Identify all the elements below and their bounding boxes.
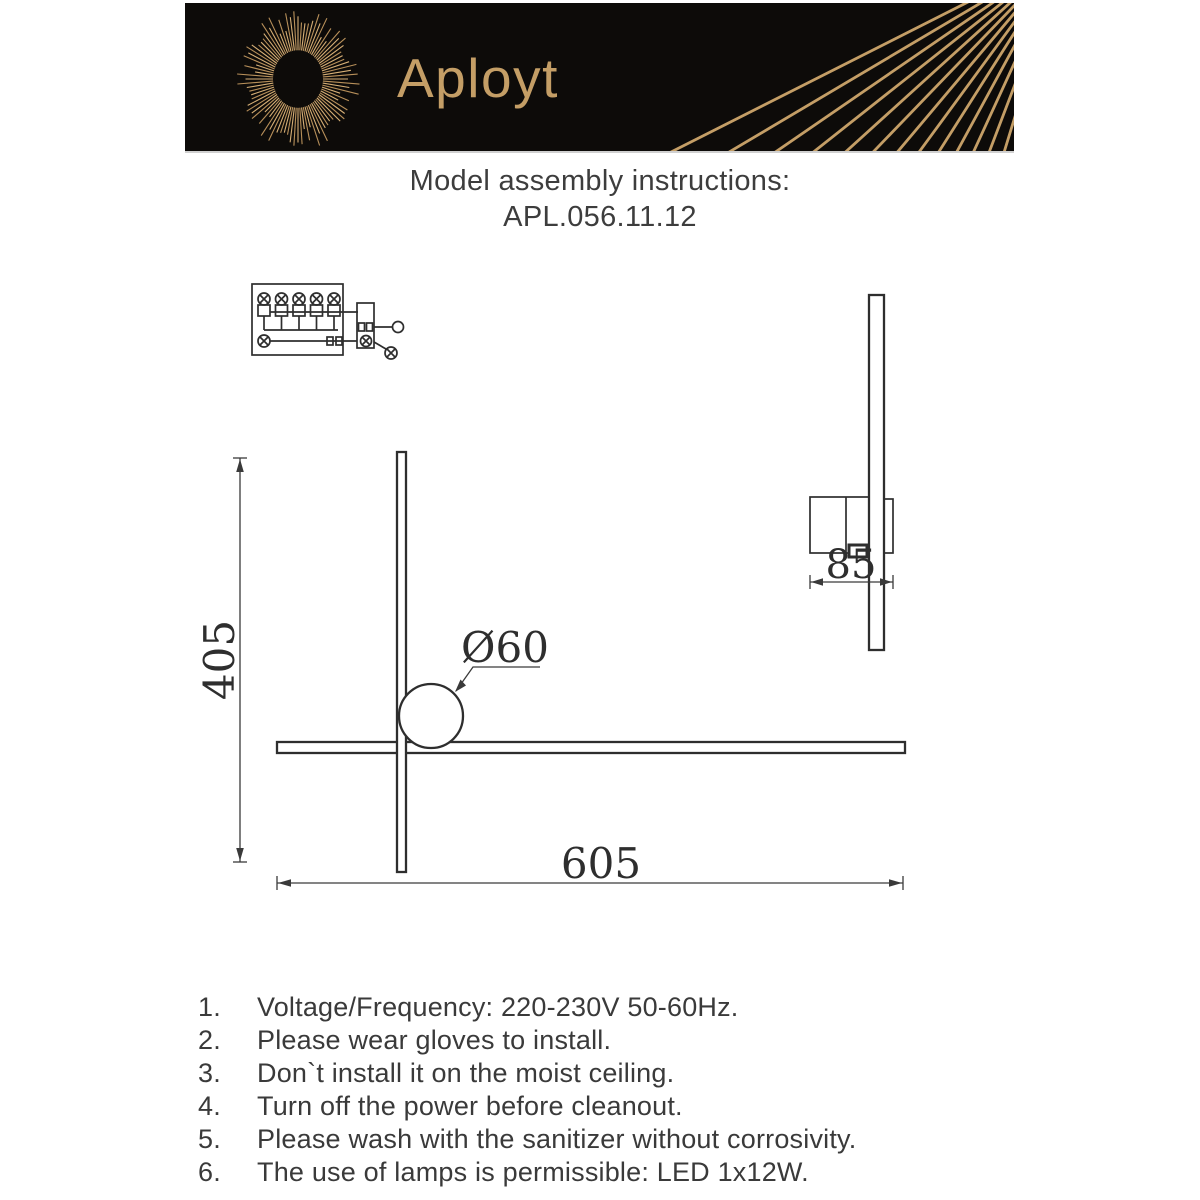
instruction-text: Voltage/Frequency: 220-230V 50-60Hz.	[257, 992, 739, 1022]
instruction-number: 4.	[198, 1091, 221, 1121]
model-number: APL.056.11.12	[503, 201, 697, 233]
instruction-text: Don`t install it on the moist ceiling.	[257, 1058, 675, 1088]
brand-banner	[185, 3, 1014, 151]
height-dimension-label: 405	[195, 619, 244, 701]
instruction-text: Please wash with the sanitizer without corrosivity.	[257, 1124, 857, 1154]
instruction-text: Turn off the power before cleanout.	[257, 1091, 683, 1121]
instruction-number: 2.	[198, 1025, 221, 1055]
document-title: Model assembly instructions:	[409, 165, 791, 197]
banner-artwork	[185, 3, 1014, 151]
depth-dimension-label: 85	[825, 542, 877, 588]
instruction-number: 3.	[198, 1058, 221, 1088]
technical-drawing	[0, 240, 1200, 960]
instruction-text: Please wear gloves to install.	[257, 1025, 612, 1055]
brand-wordmark: Aployt	[397, 47, 559, 109]
front-view	[195, 452, 905, 890]
instruction-item	[198, 991, 1148, 1024]
title-block	[0, 163, 1200, 235]
lamp-sphere	[399, 684, 463, 748]
instruction-number: 5.	[198, 1124, 221, 1154]
wire-loop-symbol	[393, 322, 404, 333]
width-dimension-label: 605	[560, 839, 642, 888]
diameter-dimension-label: Ø60	[461, 623, 549, 672]
instruction-item	[198, 1123, 1148, 1156]
ray-fan-decoration-icon	[185, 3, 1014, 151]
instruction-text: The use of lamps is permissible: LED 1x12W.	[257, 1157, 809, 1187]
instruction-item	[198, 1090, 1148, 1123]
instruction-number: 1.	[198, 992, 221, 1022]
instruction-item	[198, 1057, 1148, 1090]
instruction-item	[198, 1024, 1148, 1057]
instruction-list	[198, 991, 1148, 1189]
side-view	[810, 295, 893, 650]
sunburst-logo-icon	[237, 11, 359, 145]
wiring-diagram	[252, 284, 404, 359]
instruction-item	[198, 1156, 1148, 1189]
instruction-number: 6.	[198, 1157, 221, 1187]
